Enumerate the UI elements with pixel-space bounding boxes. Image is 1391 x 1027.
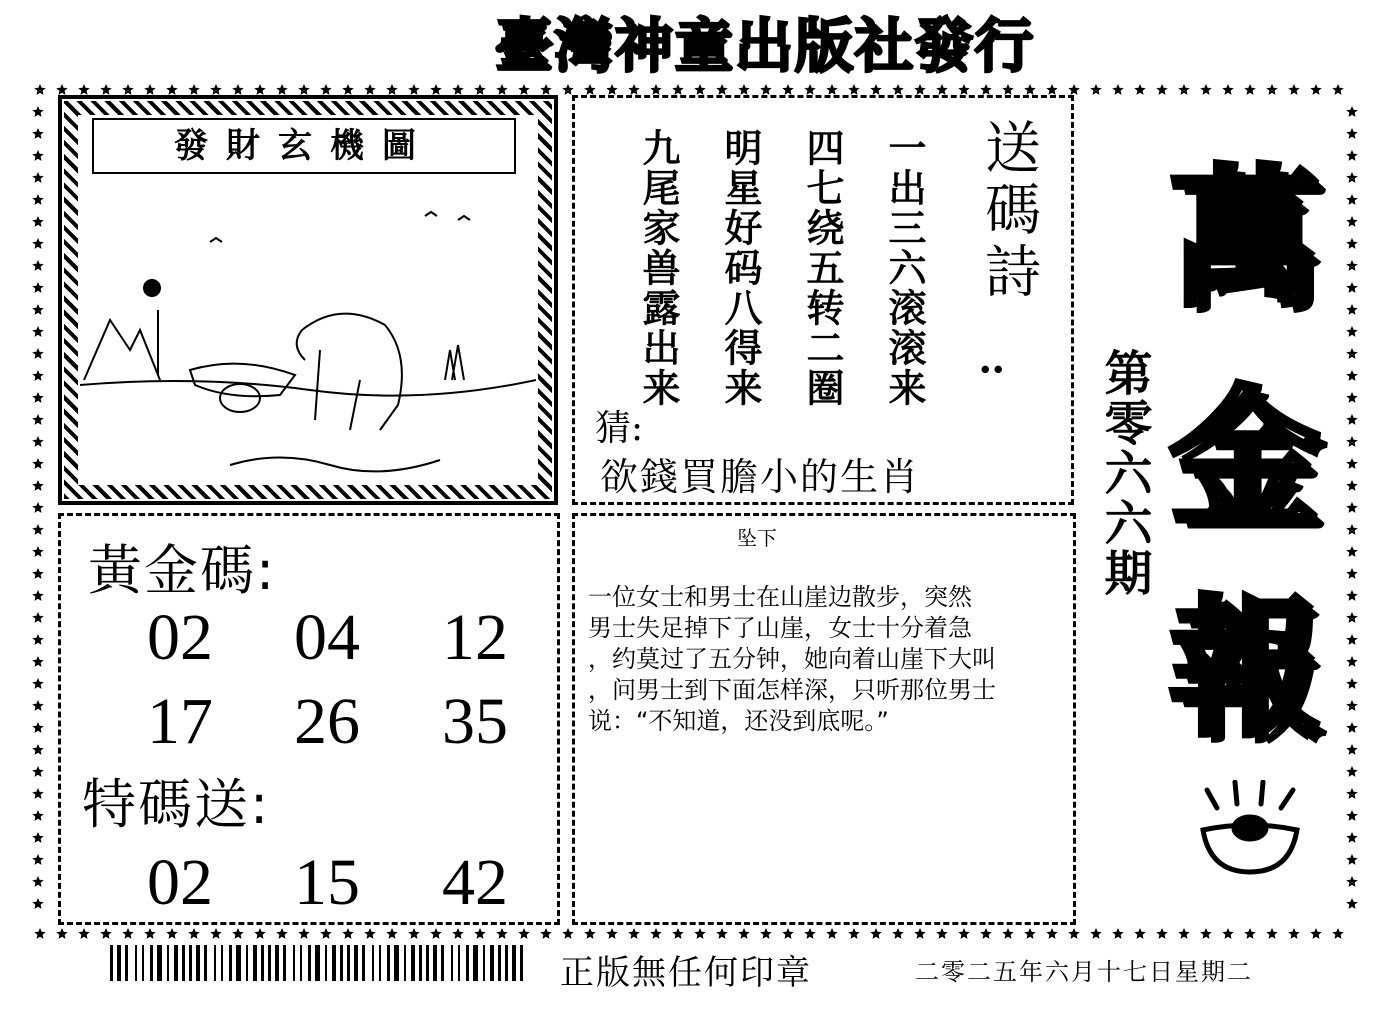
barcode-bar: [379, 945, 381, 981]
border-star: [430, 84, 441, 95]
border-star: [738, 928, 749, 939]
border-star: [914, 84, 925, 95]
barcode-bar: [283, 945, 286, 981]
barcode-bar: [372, 945, 374, 981]
barcode-bar: [221, 945, 223, 981]
border-star: [672, 84, 683, 95]
border-star: [1112, 84, 1123, 95]
gold-numbers-label: 黃金碼:: [88, 539, 277, 602]
river: [230, 458, 440, 472]
border-star: [100, 84, 111, 95]
bird-1: [210, 238, 222, 242]
barcode-bar: [473, 945, 478, 981]
border-star: [518, 928, 529, 939]
border-star: [32, 678, 43, 689]
plant-leaf: [144, 280, 160, 296]
barcode-bar: [293, 945, 295, 981]
border-star: [32, 546, 43, 557]
border-star: [32, 260, 43, 271]
barcode-bar: [142, 945, 144, 981]
gold-number: 35: [442, 685, 508, 758]
border-star: [1346, 304, 1357, 315]
border-star: [958, 928, 969, 939]
barcode-bar: [441, 945, 444, 981]
border-star: [606, 928, 617, 939]
main-title-char-3: 報: [1170, 583, 1321, 757]
border-star: [232, 928, 243, 939]
border-star: [1002, 84, 1013, 95]
border-star: [1346, 744, 1357, 755]
barcode-bar: [387, 945, 390, 981]
barcode-bar: [433, 945, 437, 981]
gold-number: 26: [294, 685, 360, 758]
border-star: [386, 928, 397, 939]
border-star: [32, 876, 43, 887]
border-star: [1346, 436, 1357, 447]
border-star: [188, 84, 199, 95]
guess-label: 猜:: [595, 408, 644, 449]
border-star: [56, 84, 67, 95]
border-star: [210, 928, 221, 939]
border-star: [1346, 546, 1357, 557]
border-star: [760, 928, 771, 939]
border-star: [606, 84, 617, 95]
border-star: [1332, 84, 1343, 95]
border-star: [1346, 524, 1357, 535]
border-star: [32, 502, 43, 513]
border-star: [32, 304, 43, 315]
issue-number: 第零六六期: [1096, 348, 1152, 598]
border-star: [342, 84, 353, 95]
border-star: [364, 928, 375, 939]
barcode-bar: [167, 945, 169, 981]
special-numbers-label: 特碼送:: [82, 773, 271, 836]
border-star: [716, 84, 727, 95]
border-star: [518, 84, 529, 95]
mountain-left: [84, 320, 160, 380]
issue-date: 二零二五年六月十七日星期二: [915, 958, 1253, 986]
border-star: [32, 282, 43, 293]
border-star: [650, 928, 661, 939]
barcode-bar: [325, 945, 327, 981]
border-star: [848, 84, 859, 95]
border-star: [694, 84, 705, 95]
border-star: [628, 928, 639, 939]
border-star: [1346, 678, 1357, 689]
border-star: [584, 84, 595, 95]
guess-text: 欲錢買膽小的生肖: [600, 455, 921, 499]
border-star: [1346, 854, 1357, 865]
border-star: [78, 928, 89, 939]
barcode-bar: [347, 945, 350, 981]
barcode-bar: [261, 945, 264, 981]
poem-title: 送碼詩: [976, 118, 1041, 304]
border-star: [188, 928, 199, 939]
border-star: [782, 84, 793, 95]
border-star: [1346, 392, 1357, 403]
border-star: [1222, 928, 1233, 939]
tree-1: [445, 345, 464, 380]
barcode-bar: [229, 945, 232, 981]
barcode-bar: [117, 945, 121, 981]
border-star: [32, 480, 43, 491]
border-star: [870, 84, 881, 95]
bird-2: [425, 212, 437, 216]
barcode-bar: [512, 945, 516, 981]
border-star: [1346, 194, 1357, 205]
bird-3: [458, 216, 470, 220]
main-title-char-1: 萬: [1170, 153, 1321, 327]
barcode-bar: [362, 945, 365, 981]
border-star: [1244, 84, 1255, 95]
border-star: [1046, 84, 1057, 95]
border-star: [1024, 84, 1035, 95]
border-star: [1346, 876, 1357, 887]
border-star: [364, 84, 375, 95]
border-star: [1068, 928, 1079, 939]
border-star: [1346, 832, 1357, 843]
poem-line-3: 明星好码八得来: [718, 128, 762, 408]
barcode-bar: [214, 945, 216, 981]
border-star: [1156, 928, 1167, 939]
border-star: [848, 928, 859, 939]
border-star: [1346, 150, 1357, 161]
poem-line-1: 一出三六滚滚来: [882, 128, 926, 408]
border-star: [1346, 590, 1357, 601]
border-star: [1346, 656, 1357, 667]
border-star: [32, 172, 43, 183]
barcode-bar: [354, 945, 358, 981]
border-star: [826, 928, 837, 939]
barcode-bar: [275, 945, 279, 981]
barcode-bar: [520, 945, 523, 981]
barcode-bar: [308, 945, 311, 981]
border-star: [452, 84, 463, 95]
barcode-bar: [125, 945, 128, 981]
border-star: [32, 810, 43, 821]
border-star: [1346, 766, 1357, 777]
border-star: [298, 84, 309, 95]
border-star: [1346, 260, 1357, 271]
barcode-bar: [466, 945, 469, 981]
border-star: [1024, 928, 1035, 939]
border-star: [1346, 370, 1357, 381]
border-star: [1346, 568, 1357, 579]
barcode-bar: [236, 945, 241, 981]
border-star: [1346, 458, 1357, 469]
border-star: [254, 84, 265, 95]
barcode-bar: [157, 945, 162, 981]
border-star: [562, 84, 573, 95]
border-star: [1346, 106, 1357, 117]
border-star: [958, 84, 969, 95]
barcode-bar: [174, 945, 178, 981]
border-star: [78, 84, 89, 95]
border-star: [32, 568, 43, 579]
border-star: [1288, 84, 1299, 95]
border-star: [32, 634, 43, 645]
cart-wheel: [220, 384, 260, 412]
border-star: [32, 150, 43, 161]
border-star: [32, 766, 43, 777]
border-star: [562, 928, 573, 939]
border-star: [782, 928, 793, 939]
border-star: [32, 436, 43, 447]
border-star: [1346, 128, 1357, 139]
border-star: [32, 348, 43, 359]
barcode-bar: [419, 945, 422, 981]
border-star: [1346, 326, 1357, 337]
border-star: [32, 854, 43, 865]
special-number: 15: [294, 846, 360, 919]
border-star: [32, 722, 43, 733]
border-star: [32, 524, 43, 535]
border-star: [32, 458, 43, 469]
border-star: [584, 928, 595, 939]
border-star: [1310, 84, 1321, 95]
border-star: [1112, 928, 1123, 939]
border-star: [1332, 928, 1343, 939]
border-star: [1002, 928, 1013, 939]
border-star: [1346, 216, 1357, 227]
border-star: [1222, 84, 1233, 95]
poem-title-colon: :: [972, 362, 1019, 377]
barcode-bar: [426, 945, 429, 981]
border-star: [276, 928, 287, 939]
border-star: [1244, 928, 1255, 939]
border-star: [496, 928, 507, 939]
border-star: [122, 84, 133, 95]
border-star: [32, 216, 43, 227]
border-star: [1068, 84, 1079, 95]
ox-head: [297, 330, 305, 360]
border-star: [826, 84, 837, 95]
border-star: [32, 326, 43, 337]
border-star: [342, 928, 353, 939]
border-star: [1346, 788, 1357, 799]
joke-title: 坠下: [737, 526, 777, 550]
barcode: [110, 945, 530, 981]
border-star: [254, 928, 265, 939]
border-star: [1266, 928, 1277, 939]
border-star: [408, 928, 419, 939]
border-star: [1346, 480, 1357, 491]
picture-title: 發財玄機圖: [92, 118, 516, 174]
border-star: [452, 928, 463, 939]
border-star: [980, 84, 991, 95]
border-star: [914, 928, 925, 939]
barcode-bar: [150, 945, 153, 981]
border-star: [32, 238, 43, 249]
barcode-bar: [204, 945, 207, 981]
special-number: 02: [147, 846, 213, 919]
joke-text: 一位女士和男士在山崖边散步，突然 男士失足掉下了山崖，女士十分着急 ，约莫过了五分钟，她向着山崖下大叫 ，问男士到下面怎样深，只听那位男士 说：“不知道，还没到底呢。”: [588, 583, 996, 735]
special-number: 42: [442, 846, 508, 919]
main-title-char-2: 金: [1170, 373, 1321, 547]
barcode-bar: [196, 945, 200, 981]
ground-line: [80, 380, 536, 396]
border-star: [892, 84, 903, 95]
border-star: [32, 656, 43, 667]
border-star: [386, 84, 397, 95]
barcode-bar: [135, 945, 137, 981]
border-star: [56, 928, 67, 939]
border-star: [32, 744, 43, 755]
border-star: [738, 84, 749, 95]
border-star: [1346, 612, 1357, 623]
border-star: [1200, 928, 1211, 939]
gold-number: 02: [147, 601, 213, 674]
border-star: [936, 928, 947, 939]
poem-line-2: 四七绕五转二圈: [800, 128, 844, 408]
barcode-bar: [411, 945, 415, 981]
border-star: [32, 194, 43, 205]
border-star: [32, 832, 43, 843]
border-star: [430, 928, 441, 939]
border-star: [936, 84, 947, 95]
border-star: [980, 928, 991, 939]
border-star: [474, 928, 485, 939]
border-star: [1346, 172, 1357, 183]
border-star: [32, 612, 43, 623]
border-star: [34, 928, 45, 939]
barcode-bar: [300, 945, 302, 981]
border-star: [804, 84, 815, 95]
border-star: [32, 370, 43, 381]
border-star: [1090, 84, 1101, 95]
border-star: [166, 84, 177, 95]
barcode-bar: [498, 945, 501, 981]
border-star: [32, 898, 43, 909]
cart-body: [190, 364, 295, 397]
border-star: [1266, 84, 1277, 95]
border-star: [144, 928, 155, 939]
border-star: [166, 928, 177, 939]
gold-number: 12: [442, 601, 508, 674]
border-star: [540, 84, 551, 95]
border-star: [320, 84, 331, 95]
border-star: [1346, 238, 1357, 249]
border-star: [32, 788, 43, 799]
border-star: [144, 84, 155, 95]
border-star: [870, 928, 881, 939]
border-star: [892, 928, 903, 939]
barcode-bar: [505, 945, 508, 981]
border-star: [1134, 84, 1145, 95]
border-star: [32, 106, 43, 117]
border-star: [1346, 722, 1357, 733]
border-star: [34, 84, 45, 95]
border-star: [1310, 928, 1321, 939]
border-star: [1346, 898, 1357, 909]
ox-cart-illustration: [80, 180, 536, 480]
gold-ingot-icon: [1195, 780, 1305, 880]
barcode-bar: [404, 945, 406, 981]
border-star: [694, 928, 705, 939]
authenticity-notice: 正版無任何印章: [560, 953, 812, 993]
border-star: [408, 84, 419, 95]
border-star: [650, 84, 661, 95]
barcode-bar: [458, 945, 460, 981]
border-star: [1288, 928, 1299, 939]
border-star: [1346, 700, 1357, 711]
barcode-bar: [332, 945, 336, 981]
barcode-bar: [253, 945, 257, 981]
border-star: [804, 928, 815, 939]
border-star: [1046, 928, 1057, 939]
poem-line-4: 九尾家兽露出来: [636, 128, 680, 408]
gold-number: 17: [147, 685, 213, 758]
border-star: [1346, 502, 1357, 513]
border-star: [496, 84, 507, 95]
barcode-bar: [394, 945, 399, 981]
ox-body: [302, 314, 402, 430]
barcode-bar: [483, 945, 485, 981]
border-star: [1178, 84, 1189, 95]
border-star: [1090, 928, 1101, 939]
barcode-bar: [246, 945, 248, 981]
border-star: [32, 128, 43, 139]
barcode-bar: [189, 945, 192, 981]
border-star: [1346, 282, 1357, 293]
publisher-header: 臺灣神童出版社發行: [494, 12, 1035, 80]
border-star: [1178, 928, 1189, 939]
border-star: [100, 928, 111, 939]
border-star: [232, 84, 243, 95]
barcode-bar: [451, 945, 453, 981]
border-star: [298, 928, 309, 939]
border-star: [1346, 634, 1357, 645]
border-star: [1134, 928, 1145, 939]
border-star: [32, 392, 43, 403]
border-star: [1346, 348, 1357, 359]
barcode-bar: [315, 945, 320, 981]
barcode-bar: [268, 945, 271, 981]
border-star: [1200, 84, 1211, 95]
barcode-bar: [110, 945, 113, 981]
barcode-bar: [490, 945, 494, 981]
border-star: [672, 928, 683, 939]
border-star: [1156, 84, 1167, 95]
border-star: [32, 700, 43, 711]
border-star: [32, 414, 43, 425]
barcode-bar: [182, 945, 185, 981]
border-star: [32, 590, 43, 601]
border-star: [210, 84, 221, 95]
gold-number: 04: [294, 601, 360, 674]
border-star: [716, 928, 727, 939]
border-star: [628, 84, 639, 95]
border-star: [1346, 414, 1357, 425]
border-star: [320, 928, 331, 939]
border-star: [474, 84, 485, 95]
border-star: [276, 84, 287, 95]
border-star: [1346, 810, 1357, 821]
border-star: [760, 84, 771, 95]
border-star: [540, 928, 551, 939]
barcode-bar: [340, 945, 343, 981]
border-star: [122, 928, 133, 939]
